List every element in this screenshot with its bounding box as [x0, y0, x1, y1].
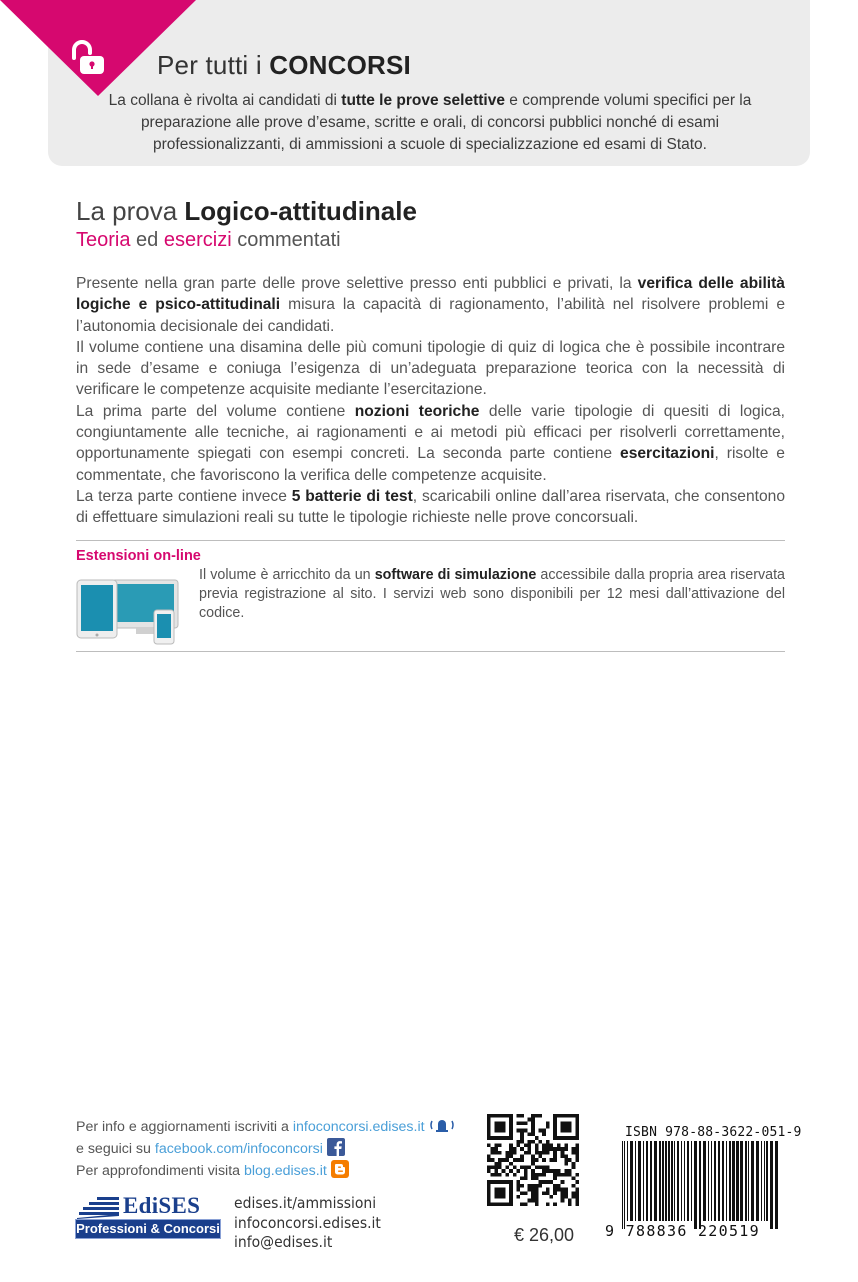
book-subtitle: Teoria ed esercizi commentati	[76, 229, 341, 251]
isbn-label: ISBN 978-88-3622-051-9	[625, 1125, 802, 1140]
barcode	[620, 1141, 780, 1231]
contacts	[234, 1194, 381, 1253]
series-description: La collana è rivolta ai candidati di tutte le prove selettive e comprende volumi specifici per la preparazione alle prove d’esame, scritte e orali, di concorsi pubblici nonché di esami professionalizzanti, di ammissioni a scuole di specializzazione ed esami di Stato.	[108, 92, 752, 153]
logo-brand: EdiSES	[123, 1193, 201, 1218]
extensions-title: Estensioni on-line	[76, 548, 201, 564]
divider	[76, 651, 785, 652]
contact-ammissioni[interactable]: edises.it/ammissioni	[234, 1194, 377, 1212]
paragraph-volume: Il volume contiene una disamina delle più comuni tipologie di quiz di logica che è possibile incontrare in sede d’esame e coniuga l’esigenza di un’adeguata preparazione teorica con la necessità di verificare le competenze acquisite mediante l’esercitazione.	[76, 338, 785, 399]
edises-logo	[75, 1192, 221, 1247]
contact-email[interactable]: info@edises.it	[234, 1233, 333, 1251]
book-title: La prova Logico-attitudinale	[76, 196, 417, 226]
book-description	[76, 273, 785, 529]
lock-open-icon	[64, 38, 114, 82]
logo-tagline: Professioni & Concorsi	[76, 1221, 220, 1236]
facebook-icon[interactable]	[327, 1138, 345, 1156]
blogger-icon[interactable]	[331, 1160, 349, 1178]
infoconcorsi-link[interactable]: infoconcorsi.edises.it	[292, 1119, 425, 1135]
footer-info-line: Per info e aggiornamenti iscriviti a infoconcorsi.edises.it	[76, 1116, 455, 1135]
divider	[76, 540, 785, 541]
footer-facebook-line: e seguici su facebook.com/infoconcorsi	[76, 1138, 345, 1157]
bell-icon	[429, 1116, 455, 1134]
series-title: Per tutti i CONCORSI	[157, 50, 411, 80]
paragraph-parts: La prima parte del volume contiene nozioni teoriche delle varie tipologie di quesiti di logica, congiuntamente alle tecniche, ai ragionamenti e ai metodi più efficaci per risolverli correttamente, opportunamente spiegati con esempi concreti. La seconda parte contiene esercitazioni, risolte e commentate, che favoriscono la verifica delle competenze acquisite.	[76, 402, 785, 484]
ean-digits: 9 788836 220519	[605, 1222, 760, 1240]
paragraph-tests: La terza parte contiene invece 5 batterie di test, scaricabili online dall’area riservata, che consentono di effettuare simulazioni reali su tutte le tipologie richieste nelle prove concorsuali.	[76, 487, 786, 527]
contact-infoconcorsi[interactable]: infoconcorsi.edises.it	[234, 1213, 381, 1232]
qr-code	[487, 1114, 579, 1206]
paragraph-intro: Presente nella gran parte delle prove selettive presso enti pubblici e privati, la verifica delle abilità logiche e psico-attitudinali misura la capacità di ragionamento, l’abilità nel risolvere problemi e l’autonomia decisionale dei candidati.	[76, 275, 785, 335]
devices-icon	[76, 574, 180, 646]
facebook-link[interactable]: facebook.com/infoconcorsi	[154, 1141, 323, 1157]
blog-link[interactable]: blog.edises.it	[243, 1163, 327, 1179]
footer-blog-line: Per approfondimenti visita blog.edises.it	[76, 1160, 349, 1179]
extensions-description: Il volume è arricchito da un software di simulazione accessibile dalla propria area riservata previa registrazione al sito. I servizi web sono disponibili per 12 mesi dall’attivazione del codice.	[199, 567, 785, 621]
price: € 26,00	[514, 1225, 575, 1245]
